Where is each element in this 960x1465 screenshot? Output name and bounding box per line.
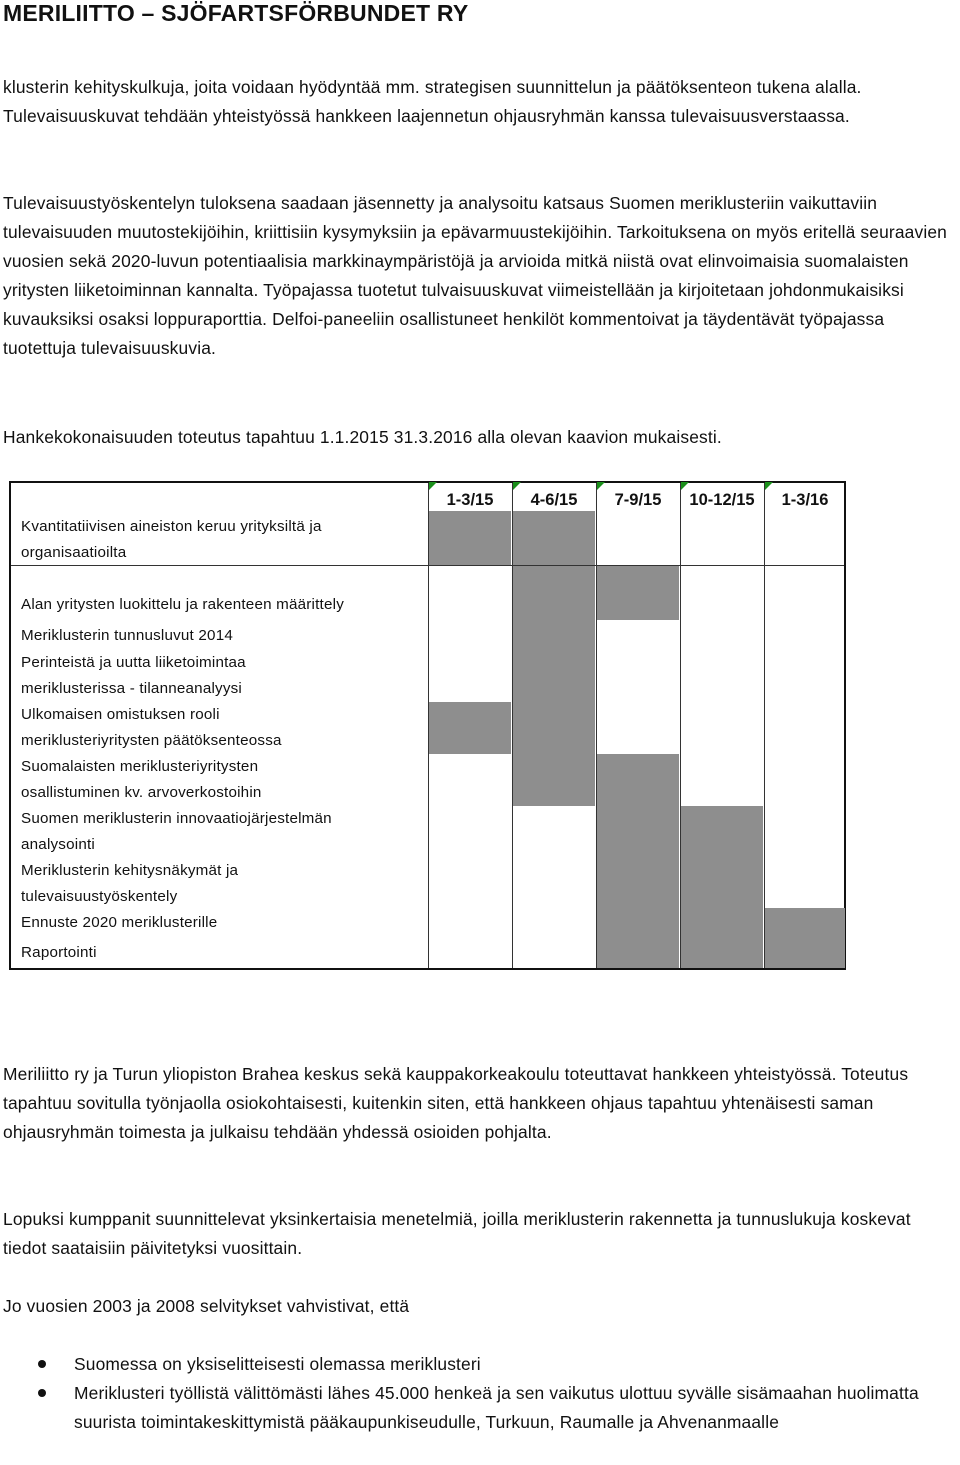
task-label-line: Meriklusterin tunnusluvut 2014: [21, 627, 233, 644]
period-header: 1-3/16: [781, 491, 829, 509]
task-label-line: Alan yritysten luokittelu ja rakenteen määrittely: [21, 596, 344, 613]
task-label: [21, 650, 431, 702]
task-label-line: Perinteistä ja uutta liiketoimintaa: [21, 654, 246, 671]
period-marker-icon: [765, 482, 773, 490]
task-label-line: Ennuste 2020 meriklusterille: [21, 914, 218, 931]
schedule-bar: [513, 650, 595, 702]
schedule-bar: [513, 620, 595, 650]
period-marker-icon: [429, 482, 437, 490]
period-marker-icon: [513, 482, 521, 490]
grid-line: [764, 483, 765, 968]
task-label-line: organisaatioilta: [21, 544, 127, 561]
bullet-icon: [38, 1360, 46, 1368]
schedule-bar: [429, 702, 511, 754]
bullet-icon: [38, 1389, 46, 1397]
period-marker-icon: [597, 482, 605, 490]
schedule-table: [9, 481, 846, 970]
schedule-bar: [597, 858, 679, 908]
task-label-line: meriklusteriyritysten päätöksenteossa: [21, 732, 282, 749]
task-label-line: analysointi: [21, 836, 95, 853]
task-label-line: Meriklusterin kehitysnäkymät ja: [21, 862, 239, 879]
period-marker-icon: [681, 482, 689, 490]
task-label-line: meriklusterissa - tilanneanalyysi: [21, 680, 242, 697]
task-label: [21, 910, 431, 936]
schedule-bar: [681, 908, 763, 968]
schedule-bar: [681, 806, 763, 858]
schedule-bar: [429, 511, 511, 565]
schedule-bar: [765, 908, 845, 968]
schedule-bar: [597, 908, 679, 968]
task-label: [21, 702, 431, 754]
task-label: [21, 806, 431, 858]
list-item-text: Suomessa on yksiselitteisesti olemassa meriklusteri: [74, 1354, 481, 1374]
grid-line: [596, 483, 597, 968]
findings-list: [0, 1350, 955, 1437]
schedule-bar: [513, 702, 595, 754]
task-label-line: tulevaisuustyöskentely: [21, 888, 178, 905]
schedule-bar: [597, 598, 679, 620]
list-item-text: Meriklusteri työllistä välittömästi lähes 45.000 henkeä ja sen vaikutus ulottuu syvälle sisämaahan huolimatta suurista toimintakeskittymistä pääkaupunkiseudulle, Turkuun, Raumalle ja Ahvenanmaalle: [74, 1383, 919, 1432]
task-label: [21, 940, 431, 966]
task-label-line: osallistuminen kv. arvoverkostoihin: [21, 784, 262, 801]
period-header: 10-12/15: [689, 491, 755, 509]
schedule-bar: [513, 565, 595, 598]
task-label: [21, 858, 431, 910]
task-label-line: Ulkomaisen omistuksen rooli: [21, 706, 220, 723]
task-label-line: Raportointi: [21, 944, 97, 961]
schedule-bar: [513, 754, 595, 806]
schedule-bar: [597, 565, 679, 598]
task-label: [21, 592, 431, 618]
schedule-bar: [513, 598, 595, 620]
period-header: 7-9/15: [614, 491, 662, 509]
schedule-bar: [513, 511, 595, 565]
futures-paragraph: Tulevaisuustyöskentelyn tuloksena saadaan jäsennetty ja analysoitu katsaus Suomen meriklusteriin vaikuttaviin tulevaisuuden muutostekijöihin, kriittisiin kysymyksiin ja epävarmuustekijöihin. Tarkoituksena on myös eritellä seuraavien vuosien sekä 2020-luvun potentiaalisia markkinaympäristöjä ja arvioida mitkä niistä ovat elinvoimaisia suomalaisten yritysten liiketoiminnan kannalta. Työpajassa tuotetut tulvaisuuskuvat viimeistellään ja kirjoitetaan johdonmukaisiksi kuvauksiksi osaksi loppuraporttia. Delfoi-paneeliin osallistuneet henkilöt kommentoivat ja täydentävät työpajassa tuotettuja tulevaisuuskuvia.: [3, 193, 947, 358]
grid-line: [680, 483, 681, 968]
intro-paragraph: klusterin kehityskulkuja, joita voidaan hyödyntää mm. strategisen suunnittelun ja päätöksenteon tukena alalla. Tulevaisuuskuvat tehdään yhteistyössä hankkeen laajennetun ohjausryhmän kanssa tulevaisuusverstaassa.: [3, 77, 862, 126]
task-label: [21, 623, 431, 649]
task-label-line: Suomalaisten meriklusteriyritysten: [21, 758, 259, 775]
schedule-paragraph: Hankekokonaisuuden toteutus tapahtuu 1.1.2015 31.3.2016 alla olevan kaavion mukaisesti.: [3, 427, 722, 447]
schedule-bar: [681, 858, 763, 908]
period-header: 1-3/15: [446, 491, 494, 509]
list-item: [0, 1379, 955, 1437]
task-label-line: Kvantitatiivisen aineiston keruu yrityksiltä ja: [21, 518, 322, 535]
list-item: [0, 1350, 955, 1379]
page-title: MERILIITTO – SJÖFARTSFÖRBUNDET RY: [3, 0, 469, 26]
partners-paragraph: Meriliitto ry ja Turun yliopiston Brahea keskus sekä kauppakorkeakoulu toteuttavat hankkeen yhteistyössä. Toteutus tapahtuu sovitulla työnjaolla osiokohtaisesti, kuitenkin siten, että hankkeen ohjaus tapahtuu yhtenäisesti saman ohjausryhmän toimesta ja julkaisu tehdään yhdessä osioiden pohjalta.: [3, 1064, 909, 1142]
task-label: [21, 514, 431, 566]
findings-intro: Jo vuosien 2003 ja 2008 selvitykset vahvistivat, että: [3, 1296, 410, 1316]
task-label-line: Suomen meriklusterin innovaatiojärjestelmän: [21, 810, 332, 827]
period-header: 4-6/15: [530, 491, 578, 509]
schedule-bar: [597, 806, 679, 858]
methods-paragraph: Lopuksi kumppanit suunnittelevat yksinkertaisia menetelmiä, joilla meriklusterin rakennetta ja tunnuslukuja koskevat tiedot saataisiin päivitetyksi vuosittain.: [3, 1209, 911, 1258]
schedule-bar: [597, 754, 679, 806]
task-label: [21, 754, 431, 806]
grid-line: [512, 483, 513, 968]
